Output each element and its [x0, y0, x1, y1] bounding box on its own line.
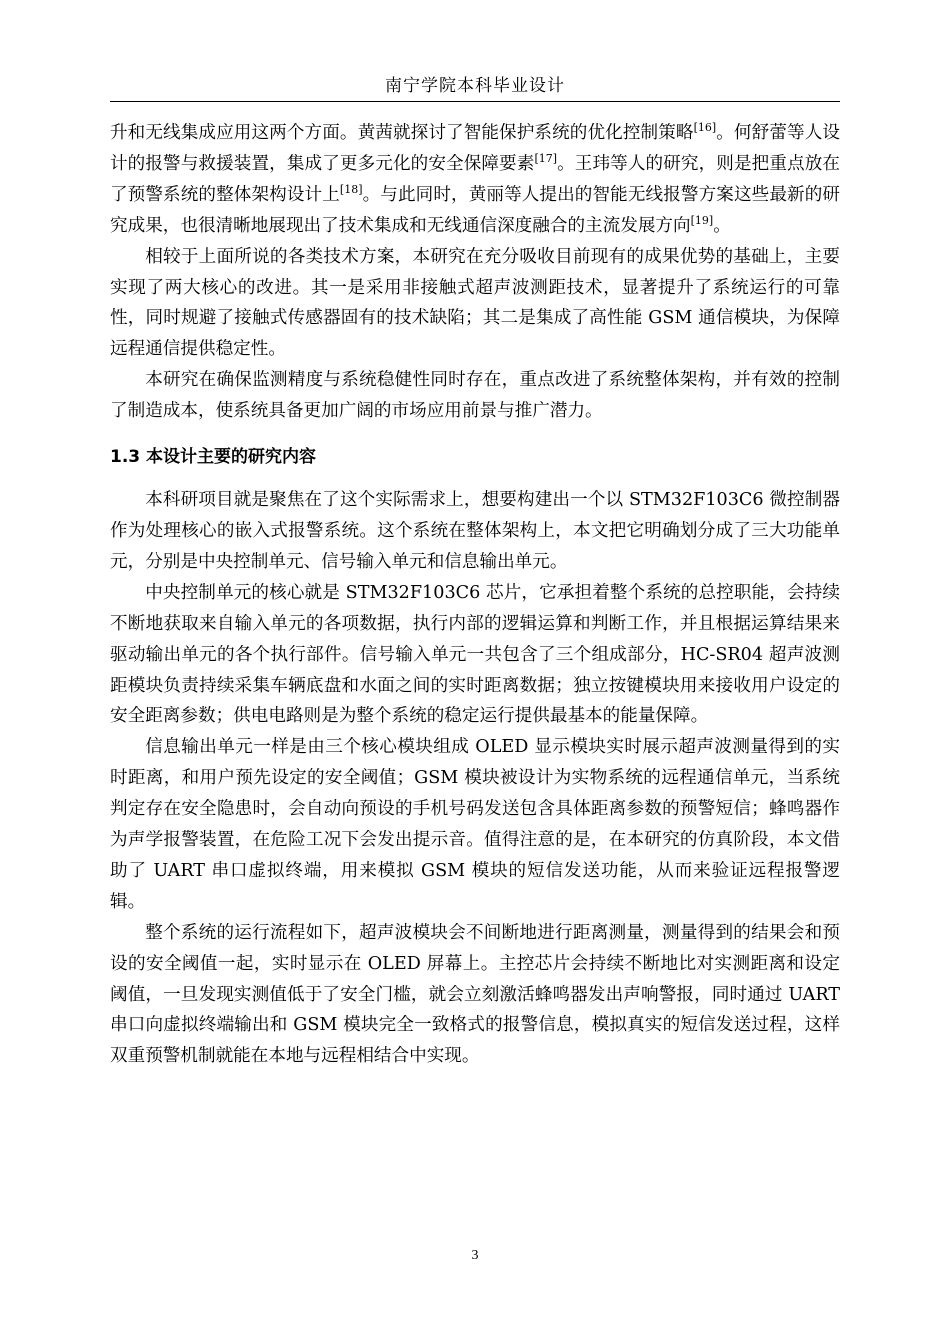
text-run: 中央控制单元的核心就是 STM32F103C6 芯片，它承担着整个系统的总控职能，会持续不断地获取来自输入单元的各项数据，执行内部的逻辑运算和判断工作，并且根据运算结果来驱动输出单元的各个执行部件。信号输入单元一共包含了三个组成部分，HC-SR04 超声波测距模块负责持续采集车辆底盘和水面之间的实时距离数据；独立按键模块用来接收用户设定的安全距离参数；供电电路则是为整个系统的稳定运行提供最基本的能量保障。 — [110, 582, 840, 727]
text-run: 。 — [713, 215, 731, 236]
text-run: 。与此同时，黄丽等人提出的智能无线报警方案这些最新的研究成果，也很清晰地展现出了技术集成和无线通信深度融合的主流发展方向 — [110, 184, 840, 236]
paragraphs-after-section — [110, 485, 840, 1072]
text-run: 升和无线集成应用这两个方面。黄茜就探讨了智能保护系统的优化控制策略 — [110, 123, 694, 143]
citation-ref: [18] — [339, 182, 363, 196]
citation-ref: [17] — [534, 151, 558, 165]
text-run: 。何舒蕾等人设计的报警与救援装置，集成了更多元化的安全保障要素 — [110, 123, 840, 174]
paragraph — [110, 918, 840, 1073]
header-rule — [110, 101, 840, 102]
running-header: 南宁学院本科毕业设计 — [385, 76, 565, 96]
text-run: 相较于上面所说的各类技术方案，本研究在充分吸收目前现有的成果优势的基础上，主要实现了两大核心的改进。其一是采用非接触式超声波测距技术，显著提升了系统运行的可靠性，同时规避了接触式传感器固有的技术缺陷；其二是集成了高性能 GSM 通信模块，为保障远程通信提供稳定性。 — [110, 246, 840, 360]
text-run: 本研究在确保监测精度与系统稳健性同时存在，重点改进了系统整体架构，并有效的控制了制造成本，使系统具备更加广阔的市场应用前景与推广潜力。 — [110, 370, 840, 422]
paragraph — [110, 365, 840, 427]
text-run: 本科研项目就是聚焦在了这个实际需求上，想要构建出一个以 STM32F103C6 微控制器作为处理核心的嵌入式报警系统。这个系统在整体架构上，本文把它明确划分成了三大功能单元，分别是中央控制单元、信号输入单元和信息输出单元。 — [110, 490, 840, 572]
text-run: 信息输出单元一样是由三个核心模块组成 OLED 显示模块实时展示超声波测量得到的实时距离，和用户预先设定的安全阈值；GSM 模块被设计为实物系统的远程通信单元，当系统判定存在安全隐患时，会自动向预设的手机号码发送包含具体距离参数的预警短信；蜂鸣器作为声学报警装置，在危险工况下会发出提示音。值得注意的是，在本研究的仿真阶段，本文借助了 UART 串口虚拟终端，用来模拟 GSM 模块的短信发送功能，从而来验证远程报警逻辑。 — [110, 737, 840, 912]
citation-ref: [16] — [693, 121, 717, 134]
body-text — [110, 118, 840, 1072]
section-heading: 1.3 本设计主要的研究内容 — [110, 447, 317, 468]
paragraph — [110, 242, 840, 366]
paragraph — [110, 118, 840, 242]
text-run: 。王玮等人的研究，则是把重点放在了预警系统的整体架构设计上 — [110, 153, 840, 205]
citation-ref: [19] — [690, 213, 714, 227]
paragraph — [110, 578, 840, 733]
paragraphs-before-section — [110, 118, 840, 427]
page-number: 3 — [471, 1248, 479, 1263]
text-run: 整个系统的运行流程如下，超声波模块会不间断地进行距离测量，测量得到的结果会和预设的安全阈值一起，实时显示在 OLED 屏幕上。主控芯片会持续不断地比对实测距离和设定阈值，一旦发现实测值低于了安全门槛，就会立刻激活蜂鸣器发出声响警报，同时通过 UART 串口向虚拟终端输出和 GSM 模块完全一致格式的报警信息，模拟真实的短信发送过程，这样双重预警机制就能在本地与远程相结合中实现。 — [110, 922, 840, 1067]
paragraph — [110, 485, 840, 578]
paragraph — [110, 732, 840, 917]
